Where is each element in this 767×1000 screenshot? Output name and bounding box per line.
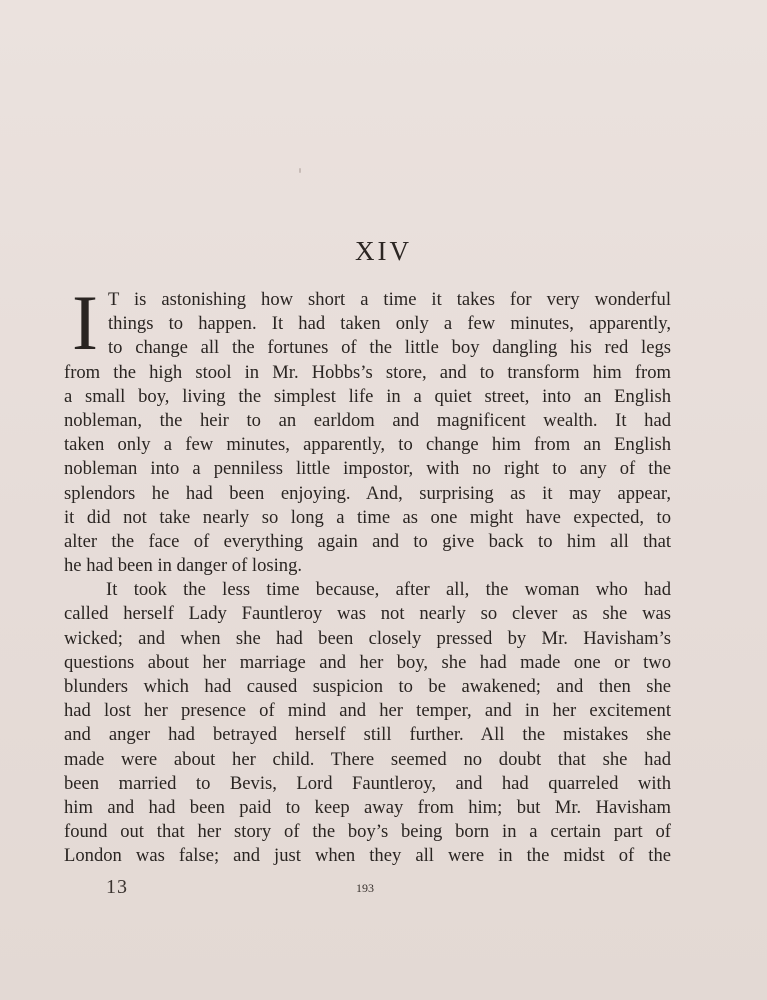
text-line: called herself Lady Fauntleroy was not nearly so clever as she was <box>64 603 671 625</box>
paper-speck <box>299 168 301 173</box>
text-line: questions about her marriage and her boy, she had made one or two <box>64 651 671 673</box>
text-line: made were about her child. There seemed no doubt that she had <box>64 748 671 770</box>
text-line: splendors he had been enjoying. And, surprising as it may appear, <box>64 482 671 504</box>
text-line: It took the less time because, after all, the woman who had <box>106 579 671 601</box>
chapter-title: XIV <box>355 236 412 266</box>
text-line: nobleman into a penniless little impostor, with no right to any of the <box>64 458 671 480</box>
text-line: a small boy, living the simplest life in a quiet street, into an English <box>64 385 671 407</box>
text-line: nobleman, the heir to an earldom and magnificent wealth. It had <box>64 409 671 431</box>
text-line: him and had been paid to keep away from him; but Mr. Havisham <box>64 796 671 818</box>
text-line: blunders which had caused suspicion to be awakened; and then she <box>64 676 671 697</box>
text-line: wicked; and when she had been closely pressed by Mr. Havisham’s <box>64 627 671 649</box>
signature-mark: 13 <box>106 876 128 898</box>
text-line: alter the face of everything again and to give back to him all that <box>64 530 671 552</box>
text-line: it did not take nearly so long a time as one might have expected, to <box>64 506 671 528</box>
text-line: found out that her story of the boy’s being born in a certain part of <box>64 821 671 843</box>
text-line: things to happen. It had taken only a few minutes, apparently, <box>108 313 671 335</box>
text-line: from the high stool in Mr. Hobbs’s store, and to transform him from <box>64 361 671 383</box>
page-number: 193 <box>356 881 374 895</box>
body-text <box>64 279 671 869</box>
drop-cap-letter: I <box>72 279 98 366</box>
text-line: London was false; and just when they all were in the midst of the <box>64 845 671 867</box>
text-line: been married to Bevis, Lord Fauntleroy, and had quarreled with <box>64 772 671 794</box>
text-line: to change all the fortunes of the little boy dangling his red legs <box>108 337 671 359</box>
text-line: T is astonishing how short a time it takes for very wonderful <box>108 289 671 310</box>
text-line: had lost her presence of mind and her temper, and in her excitement <box>64 700 671 722</box>
text-line: he had been in danger of losing. <box>64 555 303 577</box>
text-line: and anger had betrayed herself still further. All the mistakes she <box>64 724 671 746</box>
text-line: taken only a few minutes, apparently, to change him from an English <box>64 434 671 456</box>
